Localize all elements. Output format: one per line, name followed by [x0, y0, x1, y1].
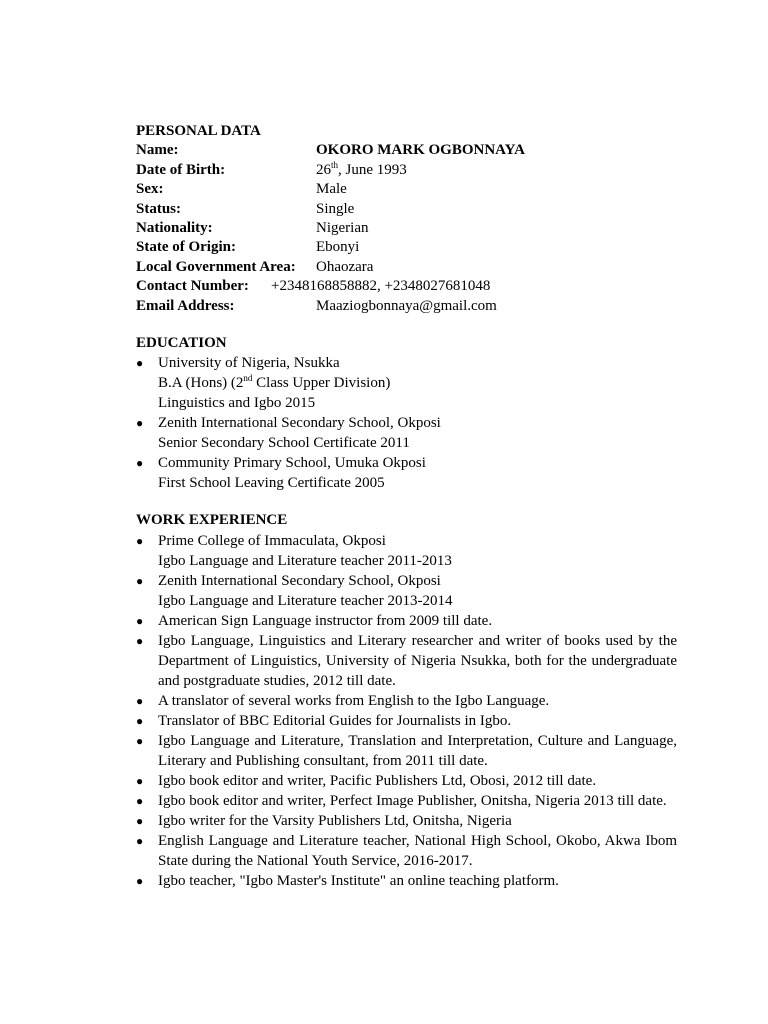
bullet-icon: ●: [136, 613, 144, 628]
sex-row: [136, 180, 677, 199]
sex-value: Male: [316, 181, 347, 198]
bullet-icon: ●: [136, 793, 144, 808]
name-row: [136, 141, 677, 160]
bullet-icon: ●: [136, 456, 144, 471]
education-school: University of Nigeria, Nsukka: [158, 355, 340, 372]
work-description: Igbo teacher, "Igbo Master's Institute" an online teaching platform.: [158, 872, 559, 889]
lga-label: Local Government Area:: [136, 258, 296, 275]
education-course: Linguistics and Igbo 2015: [158, 395, 316, 412]
work-item: [136, 711, 677, 731]
education-list: [136, 353, 677, 493]
email-row: [136, 297, 677, 316]
work-role: Igbo Language and Literature teacher 2013-2014: [158, 592, 453, 609]
work-item: [136, 531, 677, 571]
bullet-icon: ●: [136, 416, 144, 431]
work-employer: Prime College of Immaculata, Okposi: [158, 532, 386, 549]
work-description: Igbo book editor and writer, Perfect Image Publisher, Onitsha, Nigeria 2013 till date.: [158, 792, 667, 809]
bullet-icon: ●: [136, 773, 144, 788]
education-section: [136, 334, 677, 493]
bullet-icon: ●: [136, 813, 144, 828]
section-spacer: [136, 493, 677, 511]
bullet-icon: ●: [136, 873, 144, 888]
contact-number-row: [136, 277, 677, 296]
nationality-label: Nationality:: [136, 219, 213, 236]
education-heading: EDUCATION: [136, 334, 227, 351]
education-item: [136, 353, 677, 413]
email-value: Maaziogbonnaya@gmail.com: [316, 297, 497, 314]
contact-number-label: Contact Number:: [136, 278, 249, 295]
bullet-icon: ●: [136, 713, 144, 728]
work-description: Translator of BBC Editorial Guides for Journalists in Igbo.: [158, 712, 512, 729]
bullet-icon: ●: [136, 733, 144, 748]
dob-ordinal: th: [331, 159, 339, 170]
work-experience-heading: WORK EXPERIENCE: [136, 512, 288, 529]
work-item: [136, 611, 677, 631]
status-row: [136, 200, 677, 219]
name-label: Name:: [136, 142, 179, 159]
nationality-value: Nigerian: [316, 219, 369, 236]
status-value: Single: [316, 200, 355, 217]
status-label: Status:: [136, 200, 182, 217]
degree-class: Class Upper Division): [252, 375, 391, 392]
personal-data-section: [136, 122, 677, 316]
work-description: English Language and Literature teacher, National High School, Okobo, Akwa Ibom State during the National Youth Service, 2016-2017.: [158, 832, 677, 869]
work-description: Igbo writer for the Varsity Publishers Ltd, Onitsha, Nigeria: [158, 812, 512, 829]
work-experience-section: [136, 511, 677, 890]
cv-content: [136, 122, 677, 891]
name-value: OKORO MARK OGBONNAYA: [316, 142, 525, 159]
work-experience-list: [136, 531, 677, 891]
work-role: Igbo Language and Literature teacher 2011-2013: [158, 552, 452, 569]
sex-label: Sex:: [136, 181, 164, 198]
work-description: American Sign Language instructor from 2009 till date.: [158, 612, 493, 629]
email-label: Email Address:: [136, 297, 235, 314]
bullet-icon: ●: [136, 833, 144, 848]
dob-row: [136, 161, 677, 180]
education-certificate: Senior Secondary School Certificate 2011: [158, 435, 410, 452]
bullet-icon: ●: [136, 356, 144, 371]
nationality-row: [136, 219, 677, 238]
work-item: [136, 771, 677, 791]
work-item: [136, 731, 677, 771]
work-item: [136, 831, 677, 871]
work-item: [136, 871, 677, 891]
state-of-origin-value: Ebonyi: [316, 239, 360, 256]
education-school: Community Primary School, Umuka Okposi: [158, 455, 426, 472]
education-certificate: First School Leaving Certificate 2005: [158, 475, 385, 492]
work-item: [136, 571, 677, 611]
bullet-icon: ●: [136, 633, 144, 648]
state-of-origin-row: [136, 238, 677, 257]
personal-data-heading: PERSONAL DATA: [136, 123, 261, 139]
bullet-icon: ●: [136, 533, 144, 548]
work-description: Igbo Language and Literature, Translation and Interpretation, Culture and Language, Literary and Publishing consultant, from 2011 till date.: [158, 732, 677, 769]
work-description: Igbo Language, Linguistics and Literary researcher and writer of books used by the Department of Linguistics, University of Nigeria Nsukka, both for the undergraduate and postgraduate studies, 2012 till date.: [158, 632, 677, 689]
degree-ordinal: nd: [243, 373, 253, 384]
education-degree: [158, 373, 677, 393]
work-item: [136, 691, 677, 711]
work-item: [136, 811, 677, 831]
bullet-icon: ●: [136, 573, 144, 588]
education-item: [136, 413, 677, 453]
lga-value: Ohaozara: [316, 258, 374, 275]
dob-value: [316, 161, 407, 180]
section-spacer: [136, 316, 677, 334]
bullet-icon: ●: [136, 693, 144, 708]
dob-label: Date of Birth:: [136, 161, 226, 178]
work-item: [136, 631, 677, 691]
work-description: A translator of several works from English to the Igbo Language.: [158, 692, 550, 709]
dob-rest: , June 1993: [338, 161, 407, 178]
contact-number-value: +2348168858882, +2348027681048: [271, 278, 491, 295]
work-item: [136, 791, 677, 811]
work-employer: Zenith International Secondary School, Okposi: [158, 572, 441, 589]
education-item: [136, 453, 677, 493]
lga-row: [136, 258, 677, 277]
dob-day: 26: [316, 161, 331, 178]
work-description: Igbo book editor and writer, Pacific Publishers Ltd, Obosi, 2012 till date.: [158, 772, 597, 789]
state-of-origin-label: State of Origin:: [136, 239, 236, 256]
degree-text: B.A (Hons) (2: [158, 375, 244, 392]
education-school: Zenith International Secondary School, Okposi: [158, 415, 441, 432]
